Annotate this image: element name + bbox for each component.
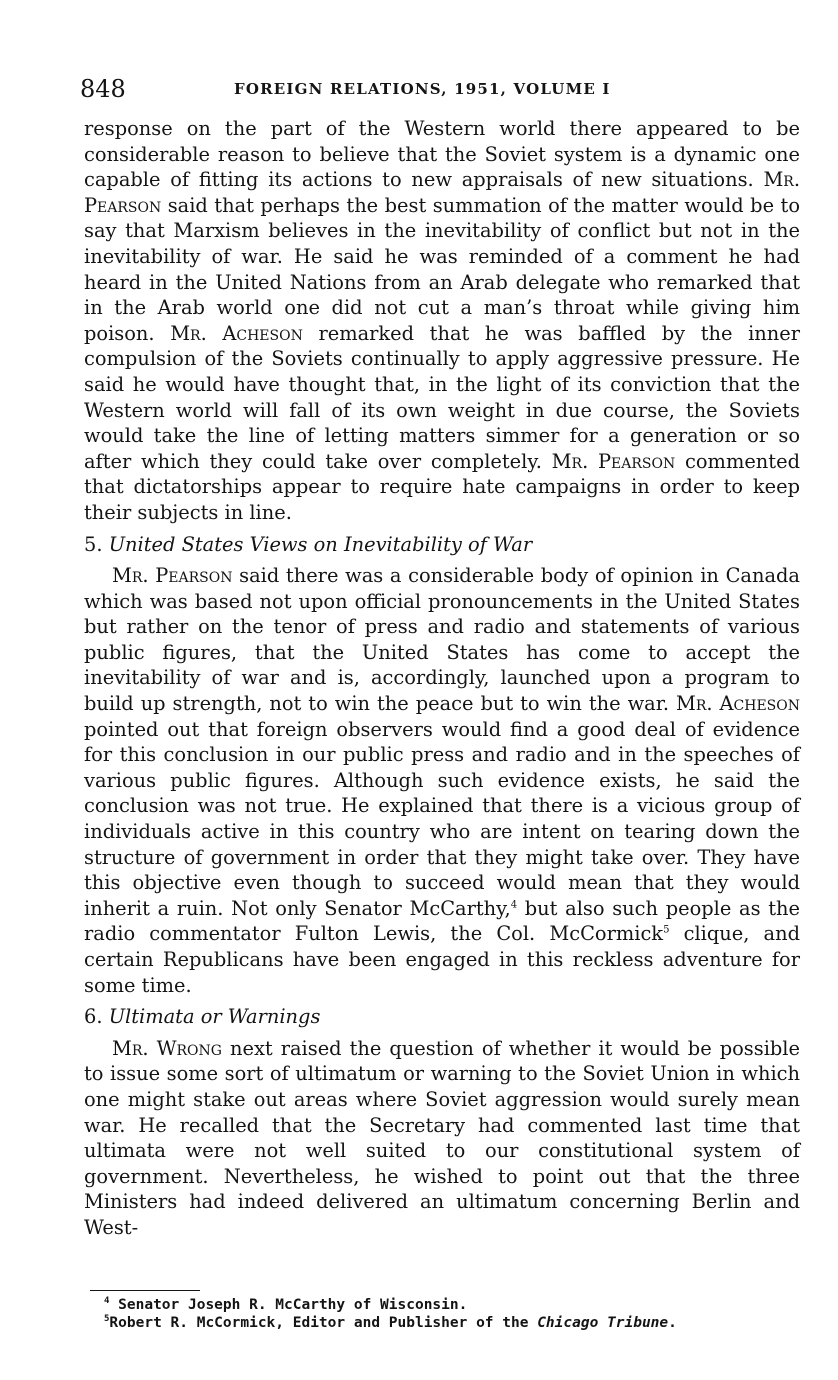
footnote-text: . bbox=[668, 1315, 677, 1331]
publication-title: Chicago Tribune bbox=[537, 1315, 669, 1331]
paragraph-section-5 bbox=[84, 563, 800, 998]
section-heading-5 bbox=[84, 532, 800, 558]
text-run: remarked that he was baffled by the inner compulsion of the Soviets continually to apply aggressive pressure. He said he would have thought that, in the light of its conviction that the Western world will fall of its own weight in due course, the Soviets would take the line of letting matters simmer for a generation or so after which they could take over completely. bbox=[84, 321, 800, 473]
footnote-text: Robert R. McCormick, Editor and Publisher of the bbox=[109, 1315, 538, 1331]
speaker-name: Mr. Acheson bbox=[676, 692, 800, 716]
text-run: but also such people as the radio commentator Fulton Lewis, the Col. McCormick bbox=[84, 896, 800, 946]
paragraph-section-6 bbox=[84, 1036, 800, 1241]
body-text bbox=[84, 116, 800, 1247]
text-run: clique, and certain Republicans have been engaged in this reckless adventure for some time. bbox=[84, 922, 800, 997]
text-run: next raised the question of whether it would be possible to issue some sort of ultimatum or warning to the Soviet Union in which one might stake out areas where Soviet aggression would surely mean war. He recalled that the Secretary had commented last time that ultimata were not well suited to our constitutional system of government. Nevertheless, he wished to point out that the three Ministers had indeed delivered an ultimatum concerning Berlin and West- bbox=[84, 1036, 800, 1239]
text-run: response on the part of the Western world there appeared to be considerable reason to believe that the Soviet system is a dynamic one capable of fitting its actions to new appraisals of new situations. bbox=[84, 117, 800, 192]
text-run: commented that dictatorships appear to require hate campaigns in order to keep their subjects in line. bbox=[84, 449, 800, 524]
page-number: 848 bbox=[80, 75, 126, 103]
footnotes bbox=[104, 1296, 804, 1332]
text-run: pointed out that foreign observers would find a good deal of evidence for this conclusion in our public press and radio and in the speeches of various public figures. Although such evidence exists, he said the conclusion was not true. He explained that there is a vicious group of individuals active in this country who are intent on tearing down the structure of government in order that they might take over. They have this objective even though to succeed would mean that they would inherit a ruin. Not only Senator McCarthy, bbox=[84, 717, 800, 920]
footnote-ref: 4 bbox=[510, 899, 518, 911]
section-number: 5. bbox=[84, 532, 103, 556]
footnote-divider bbox=[90, 1290, 200, 1291]
speaker-name: Mr. Pearson bbox=[84, 168, 800, 217]
footnote-marker: 4 bbox=[104, 1296, 110, 1307]
text-run: said that perhaps the best summation of the matter would be to say that Marxism believes in the inevitability of conflict but not in the inevitability of war. He said he was reminded of a comment he had heard in the United Nations from an Arab delegate who remarked that in the Arab world one did not cut a man’s throat while giving him poison. bbox=[84, 193, 800, 345]
section-heading-6 bbox=[84, 1004, 800, 1030]
speaker-name: Mr. Pearson bbox=[112, 564, 233, 588]
speaker-name: Mr. Pearson bbox=[551, 449, 676, 473]
page-header bbox=[80, 72, 800, 106]
running-head: FOREIGN RELATIONS, 1951, VOLUME I bbox=[234, 80, 611, 98]
footnote bbox=[104, 1296, 804, 1314]
section-title: Ultimata or Warnings bbox=[108, 1005, 321, 1029]
footnote-marker: 5 bbox=[104, 1314, 110, 1325]
speaker-name: Mr. Acheson bbox=[170, 321, 303, 345]
text-run: said there was a considerable body of opinion in Canada which was based not upon official pronouncements in the United States but rather on the tenor of press and radio and statements of various public figures, that the United States has come to accept the inevitability of war and is, accordingly, launched upon a program to build up strength, not to win the peace but to win the war. bbox=[84, 564, 800, 716]
section-title: United States Views on Inevitability of War bbox=[108, 532, 533, 556]
footnote-text: Senator Joseph R. McCarthy of Wisconsin. bbox=[118, 1297, 468, 1313]
footnote bbox=[104, 1314, 804, 1332]
footnote-ref: 5 bbox=[663, 924, 670, 936]
section-number: 6. bbox=[84, 1005, 103, 1029]
speaker-name: Mr. Wrong bbox=[112, 1036, 222, 1060]
paragraph-continuation bbox=[84, 116, 800, 526]
